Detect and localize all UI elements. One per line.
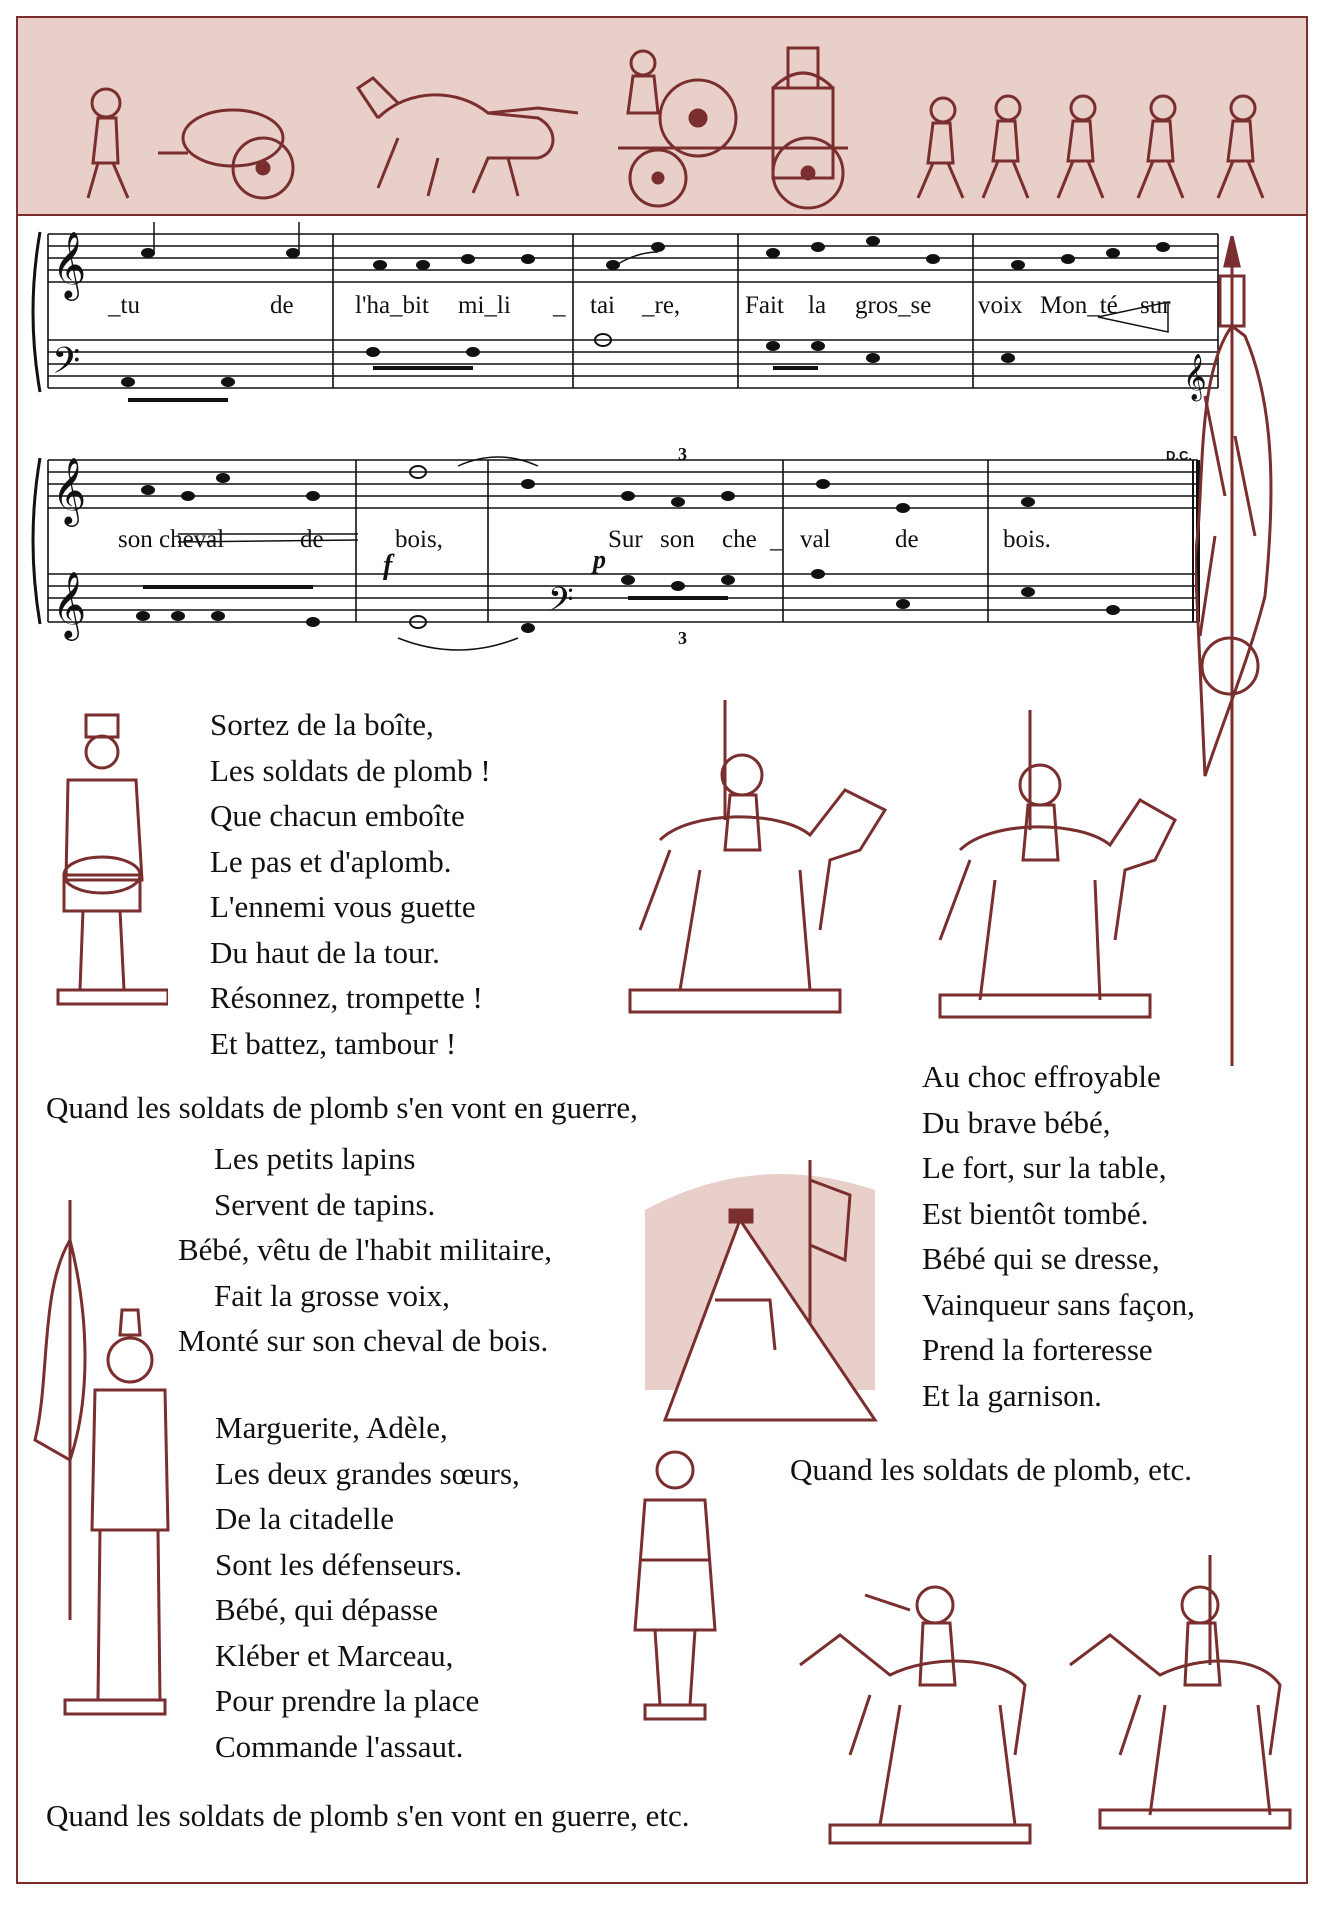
refrain-line-3: Bébé, vêtu de l'habit militaire, bbox=[178, 1232, 553, 1267]
lyric-1-11: voix bbox=[978, 292, 1023, 319]
verse2-line-4: Sont les défenseurs. bbox=[215, 1546, 463, 1582]
flag-pole-illustration bbox=[1195, 236, 1295, 1081]
verse1-line-4: Le pas et d'aplomb. bbox=[210, 843, 452, 879]
triplet-mark-bottom: 3 bbox=[678, 628, 687, 648]
lyric-1-13: sur bbox=[1140, 292, 1171, 319]
verse-3 bbox=[922, 1054, 1195, 1418]
lyric-1-12: Mon_té bbox=[1040, 292, 1118, 319]
lyric-1-4: mi_li bbox=[458, 292, 511, 319]
top-banner-illustration bbox=[18, 18, 1306, 216]
lyric-1-2: de bbox=[270, 292, 294, 319]
tent-with-flag-illustration bbox=[635, 1150, 885, 1435]
lyric-1-5: _ bbox=[553, 292, 566, 319]
cavalry-riders-illustration bbox=[620, 700, 1210, 1035]
verse3-line-3: Le fort, sur la table, bbox=[922, 1150, 1167, 1185]
forte-mark: f bbox=[383, 550, 393, 581]
staff-system1-treble bbox=[48, 234, 1218, 282]
verse1-line-6: Du haut de la tour. bbox=[210, 934, 440, 970]
verse2-line-6: Kléber et Marceau, bbox=[215, 1637, 454, 1673]
da-capo-mark: D.C. bbox=[1166, 448, 1192, 463]
verse3-line-1: Au choc effroyable bbox=[922, 1059, 1161, 1094]
svg-text:𝄞: 𝄞 bbox=[52, 456, 87, 524]
lyric-2-2: de bbox=[300, 526, 324, 553]
verse2-line-7: Pour prendre la place bbox=[215, 1683, 480, 1718]
verse-1 bbox=[210, 702, 491, 1066]
svg-text:𝄢: 𝄢 bbox=[52, 340, 81, 391]
lyric-1-7: _re, bbox=[642, 292, 681, 319]
verse3-line-5: Bébé qui se dresse, bbox=[922, 1241, 1160, 1276]
lyric-2-8: val bbox=[800, 526, 831, 553]
verse3-line-4: Est bientôt tombé. bbox=[922, 1195, 1149, 1231]
lyric-1-6: tai bbox=[590, 292, 615, 319]
verse3-line-2: Du brave bébé, bbox=[922, 1104, 1111, 1140]
lyric-2-4: Sur bbox=[608, 526, 643, 553]
verse2-line-8: Commande l'assaut. bbox=[215, 1728, 464, 1764]
piano-mark: p bbox=[593, 545, 606, 574]
verse2-line-3: De la citadelle bbox=[215, 1501, 395, 1536]
refrain-line-5: Monté sur son cheval de bois. bbox=[178, 1323, 549, 1358]
verse-2 bbox=[215, 1405, 520, 1769]
svg-text:𝄢: 𝄢 bbox=[548, 581, 574, 627]
triplet-mark-top: 3 bbox=[678, 444, 687, 464]
lyric-2-10: bois. bbox=[1003, 526, 1051, 553]
trumpeter-riders-illustration bbox=[770, 1555, 1300, 1860]
verse1-line-1: Sortez de la boîte, bbox=[210, 707, 434, 742]
refrain-etc-verse2: Quand les soldats de plomb s'en vont en guerre, etc. bbox=[46, 1798, 690, 1833]
verse2-line-2: Les deux grandes sœurs, bbox=[215, 1455, 520, 1491]
refrain-line-2: Servent de tapins. bbox=[214, 1186, 436, 1222]
lyric-2-1: son cheval bbox=[118, 526, 225, 553]
lyric-1-3: l'ha_bit bbox=[355, 292, 429, 319]
refrain-block bbox=[178, 1136, 552, 1364]
verse1-line-8: Et battez, tambour ! bbox=[210, 1025, 457, 1061]
zouave-soldier-illustration bbox=[620, 1440, 730, 1735]
refrain-line-4: Fait la grosse voix, bbox=[214, 1277, 450, 1313]
verse1-line-2: Les soldats de plomb ! bbox=[210, 752, 491, 788]
lyric-2-5: son bbox=[660, 526, 695, 553]
verse1-line-3: Que chacun emboîte bbox=[210, 798, 465, 833]
verse3-line-8: Et la garnison. bbox=[922, 1377, 1102, 1413]
lyric-1-9: la bbox=[808, 292, 827, 319]
verse3-line-6: Vainqueur sans façon, bbox=[922, 1286, 1195, 1322]
refrain-etc-verse3: Quand les soldats de plomb, etc. bbox=[790, 1452, 1193, 1487]
lyric-1-8: Fait bbox=[745, 292, 784, 319]
svg-text:𝄞: 𝄞 bbox=[52, 570, 87, 638]
verse2-line-5: Bébé, qui dépasse bbox=[215, 1592, 438, 1627]
refrain-first-line: Quand les soldats de plomb s'en vont en guerre, bbox=[46, 1090, 638, 1125]
lyric-2-6: che bbox=[722, 526, 757, 553]
lyric-2-3: bois, bbox=[395, 526, 443, 553]
lyric-2-7: _ bbox=[770, 526, 783, 553]
lyric-1-1: _tu bbox=[108, 292, 140, 319]
verse1-line-7: Résonnez, trompette ! bbox=[210, 980, 483, 1015]
refrain-line-1: Les petits lapins bbox=[214, 1141, 416, 1176]
lyric-1-10: gros_se bbox=[855, 292, 932, 319]
verse1-line-5: L'ennemi vous guette bbox=[210, 889, 476, 924]
verse2-line-1: Marguerite, Adèle, bbox=[215, 1410, 448, 1445]
lyric-2-9: de bbox=[895, 526, 919, 553]
standard-bearer-illustration bbox=[30, 1200, 180, 1735]
verse3-line-7: Prend la forteresse bbox=[922, 1332, 1153, 1367]
svg-text:𝄞: 𝄞 bbox=[52, 230, 87, 298]
drummer-soldier-illustration bbox=[38, 710, 168, 1015]
svg-text:𝄞: 𝄞 bbox=[1183, 354, 1207, 400]
